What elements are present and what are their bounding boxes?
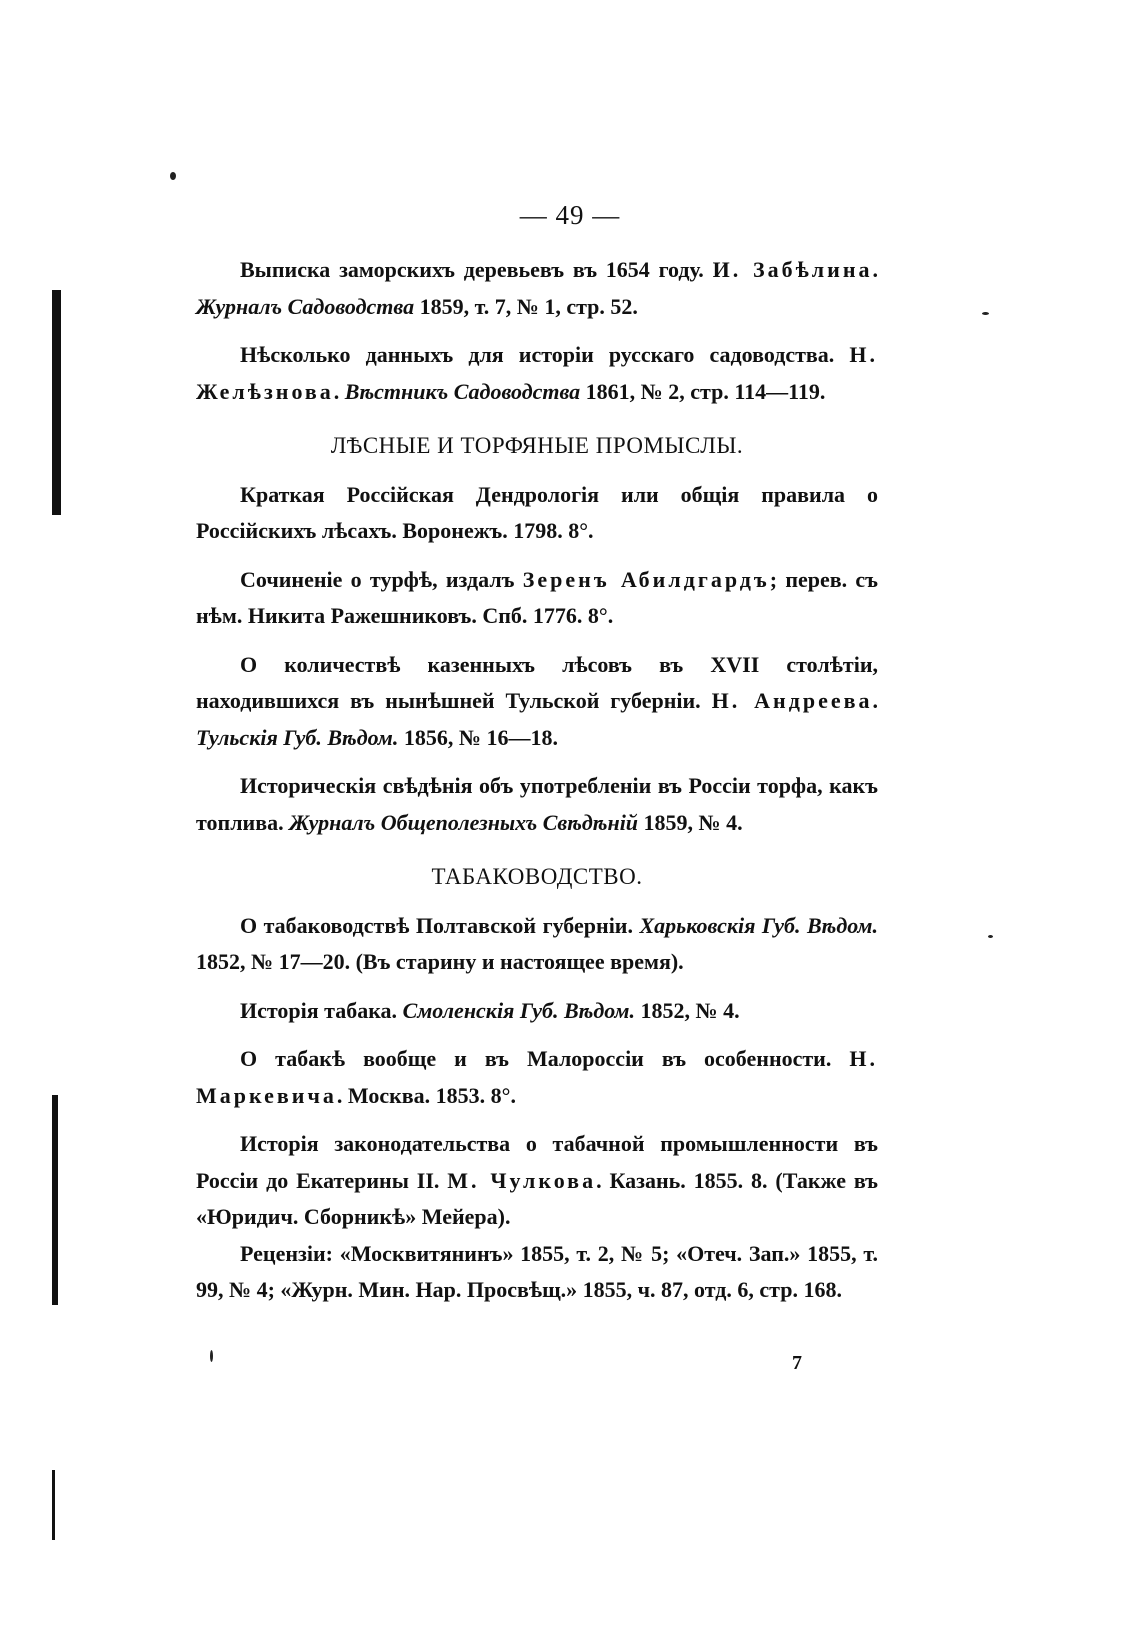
author-name: М. Чулкова: [447, 1167, 597, 1193]
entry-text: 1856, № 16—18.: [398, 724, 558, 750]
bibliography-entry: [196, 908, 878, 981]
entry-text: . Казань. 1855. 8. (Также въ «Юридич. Сборникѣ» Мейера).: [196, 1167, 878, 1229]
publication-title: Смоленскія Губ. Вѣдом.: [402, 997, 635, 1023]
author-name: Н. Андреева: [711, 688, 873, 713]
author-name: Зеренъ Абилдгардъ: [522, 566, 770, 592]
entry-text: Исторія табака.: [240, 997, 403, 1023]
printer-signature-mark: 7: [792, 1352, 802, 1374]
entry-text: Сочиненіе о турфѣ, издалъ: [240, 566, 523, 592]
entry-text: О табакѣ вообще и въ Малороссіи въ особенности.: [240, 1046, 850, 1071]
entry-text: 1852, № 17—20. (Въ старину и настоящее время).: [196, 949, 684, 974]
entry-text: . Москва. 1853. 8°.: [336, 1082, 516, 1108]
entry-text: 1859, т. 7, № 1, стр. 52.: [414, 293, 638, 319]
bibliography-entry: [196, 1041, 878, 1114]
bibliography-entry: [196, 768, 878, 841]
entry-text: Историческія свѣдѣнія объ употребленіи въ Россіи торфа, какъ топлива.: [196, 773, 878, 835]
author-name: Н. Маркевича: [196, 1046, 878, 1108]
entry-text: .: [872, 257, 878, 282]
entry-text: О количествѣ казенныхъ лѣсовъ въ XVII столѣтіи, находившихся въ нынѣшней Тульской губерніи.: [196, 651, 878, 713]
entry-text: О табаководствѣ Полтавской губерніи.: [240, 912, 640, 938]
entry-text: 1852, № 4.: [634, 997, 740, 1023]
entry-text: Выписка заморскихъ деревьевъ въ 1654 году.: [240, 257, 713, 282]
publication-title: Журналъ Общеполезныхъ Свѣдѣній: [289, 809, 639, 835]
scan-speck: [210, 1350, 213, 1362]
entry-text: 1859, № 4.: [638, 809, 743, 835]
bibliography-entry: [196, 647, 878, 757]
bibliography-entry: [196, 477, 878, 550]
scan-edge-mark-low: [52, 1470, 55, 1540]
entry-text: Нѣсколько данныхъ для исторіи русскаго садоводства.: [240, 342, 850, 367]
publication-title: Харьковскія Губ. Вѣдом.: [639, 912, 878, 938]
scan-edge-mark-bottom: [52, 1095, 58, 1305]
author-name: Н. Желѣзнова: [196, 342, 878, 404]
entry-text: ; перев. съ нѣм. Никита Ражешниковъ. Спб. 1776. 8°.: [196, 566, 879, 628]
entry-text: Исторія законодательства о табачной промышленности въ Россіи до Екатерины II.: [196, 1131, 878, 1193]
scan-speck: [982, 312, 989, 315]
entry-text: .: [333, 378, 345, 404]
entry-text: 1861, № 2, стр. 114—119.: [580, 378, 826, 404]
publication-title: Журналъ Садоводства: [196, 293, 415, 319]
scan-speck: [988, 935, 993, 938]
bibliography-entry: [196, 252, 878, 325]
publication-title: Вѣстникъ Садоводства: [344, 378, 581, 404]
bibliography-entry: [196, 337, 878, 410]
section-heading: ТАБАКОВОДСТВО.: [431, 864, 643, 889]
entry-text: Рецензіи: «Москвитянинъ» 1855, т. 2, № 5; «Отеч. Зап.» 1855, т. 99, № 4; «Журн. Мин. Нар. Просвѣщ.» 1855, ч. 87, отд. 6, стр. 168.: [196, 1240, 878, 1302]
text-column: [196, 252, 878, 1321]
scan-speck: [170, 172, 176, 180]
publication-title: Тульскія Губ. Вѣдом.: [196, 724, 399, 750]
page-number: — 49 —: [519, 200, 621, 230]
entry-text: Краткая Россійская Дендрологія или общія правила о Россійскихъ лѣсахъ. Воронежъ. 1798. 8°.: [196, 481, 878, 543]
bibliography-entry: [196, 562, 878, 635]
bibliography-entry: [196, 1126, 878, 1236]
bibliography-entry: [196, 1236, 878, 1309]
author-name: И. Забѣлина: [712, 257, 873, 282]
bibliography-entry: [196, 993, 878, 1030]
section-heading: ЛѢСНЫЕ И ТОРФЯНЫЕ ПРОМЫСЛЫ.: [330, 433, 744, 458]
scan-edge-mark-top: [52, 290, 61, 515]
entry-text: .: [872, 688, 878, 713]
